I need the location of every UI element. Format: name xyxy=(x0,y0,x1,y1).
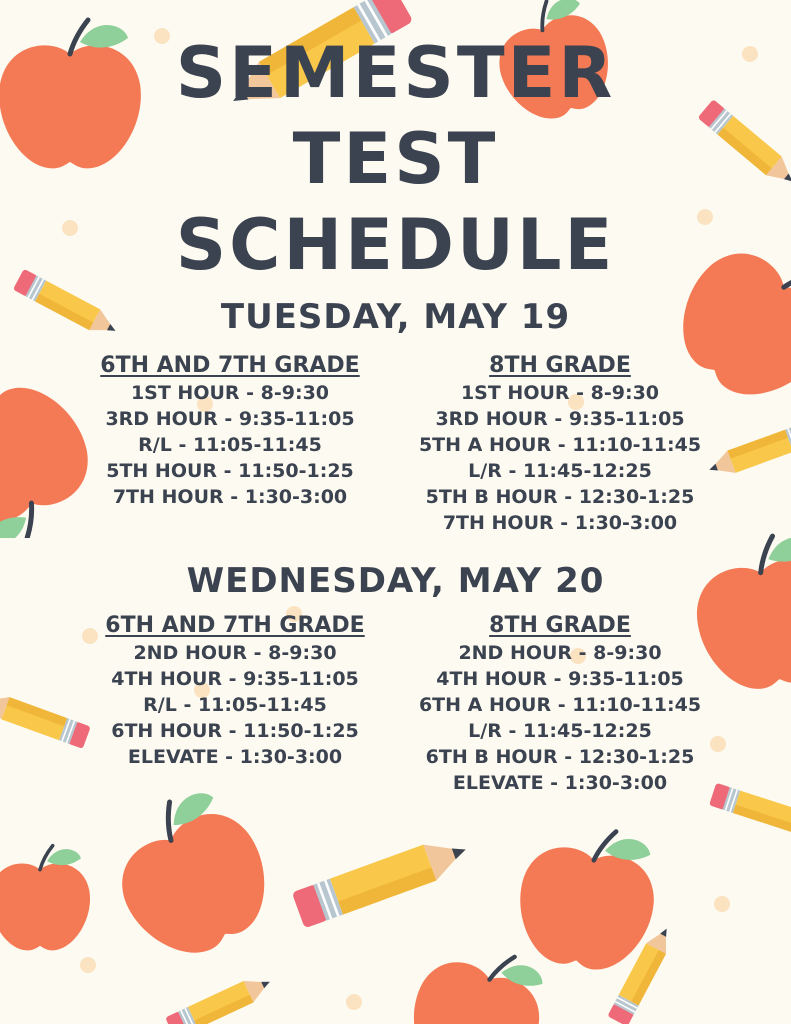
day-heading-wednesday: WEDNESDAY, MAY 20 xyxy=(186,561,605,601)
apple-icon xyxy=(0,840,100,960)
tuesday-6th-7th-grade-column xyxy=(70,352,390,510)
pencil-icon xyxy=(282,800,482,960)
schedule-row: ELEVATE - 1:30-3:00 xyxy=(452,772,668,794)
schedule-row: L/R - 11:45-12:25 xyxy=(468,720,652,742)
schedule-row: 6TH A HOUR - 11:10-11:45 xyxy=(418,694,702,716)
schedule-row: L/R - 11:45-12:25 xyxy=(468,460,652,482)
wednesday-8th-grade-column xyxy=(400,612,720,796)
schedule-row: 7TH HOUR - 1:30-3:00 xyxy=(442,512,678,534)
apple-icon xyxy=(110,792,280,962)
day-heading-tuesday: TUESDAY, MAY 19 xyxy=(220,297,571,337)
schedule-row: 3RD HOUR - 9:35-11:05 xyxy=(435,408,685,430)
pencil-icon xyxy=(150,950,290,1024)
dot xyxy=(714,896,730,912)
grade-heading: 8TH GRADE xyxy=(489,613,631,638)
grade-heading: 6TH AND 7TH GRADE xyxy=(105,613,365,638)
schedule-row: 1ST HOUR - 8-9:30 xyxy=(130,382,330,404)
tuesday-8th-grade-column xyxy=(400,352,720,536)
title-line-3: SCHEDULE xyxy=(175,204,616,286)
schedule-row: 6TH B HOUR - 12:30-1:25 xyxy=(425,746,695,768)
pencil-icon xyxy=(582,910,702,1024)
schedule-row: 1ST HOUR - 8-9:30 xyxy=(460,382,660,404)
schedule-row: 5TH B HOUR - 12:30-1:25 xyxy=(425,486,695,508)
title-line-1: SEMESTER xyxy=(175,32,616,114)
schedule-row: 4TH HOUR - 9:35-11:05 xyxy=(436,668,684,690)
schedule-row: 6TH HOUR - 11:50-1:25 xyxy=(111,720,359,742)
schedule-row: 4TH HOUR - 9:35-11:05 xyxy=(111,668,359,690)
schedule-row: R/L - 11:05-11:45 xyxy=(143,694,327,716)
schedule-row: 2ND HOUR - 8-9:30 xyxy=(133,642,337,664)
schedule-row: 5TH HOUR - 11:50-1:25 xyxy=(106,460,354,482)
grade-heading: 6TH AND 7TH GRADE xyxy=(100,353,360,378)
schedule-row: R/L - 11:05-11:45 xyxy=(138,434,322,456)
grade-heading: 8TH GRADE xyxy=(489,353,631,378)
schedule-row: 5TH A HOUR - 11:10-11:45 xyxy=(418,434,702,456)
wednesday-6th-7th-grade-column xyxy=(75,612,395,770)
dot xyxy=(346,994,362,1010)
schedule-row: ELEVATE - 1:30-3:00 xyxy=(127,746,343,768)
title-line-2: TEST xyxy=(292,118,499,200)
schedule-row: 7TH HOUR - 1:30-3:00 xyxy=(112,486,348,508)
schedule-row: 3RD HOUR - 9:35-11:05 xyxy=(105,408,355,430)
schedule-row: 2ND HOUR - 8-9:30 xyxy=(458,642,662,664)
